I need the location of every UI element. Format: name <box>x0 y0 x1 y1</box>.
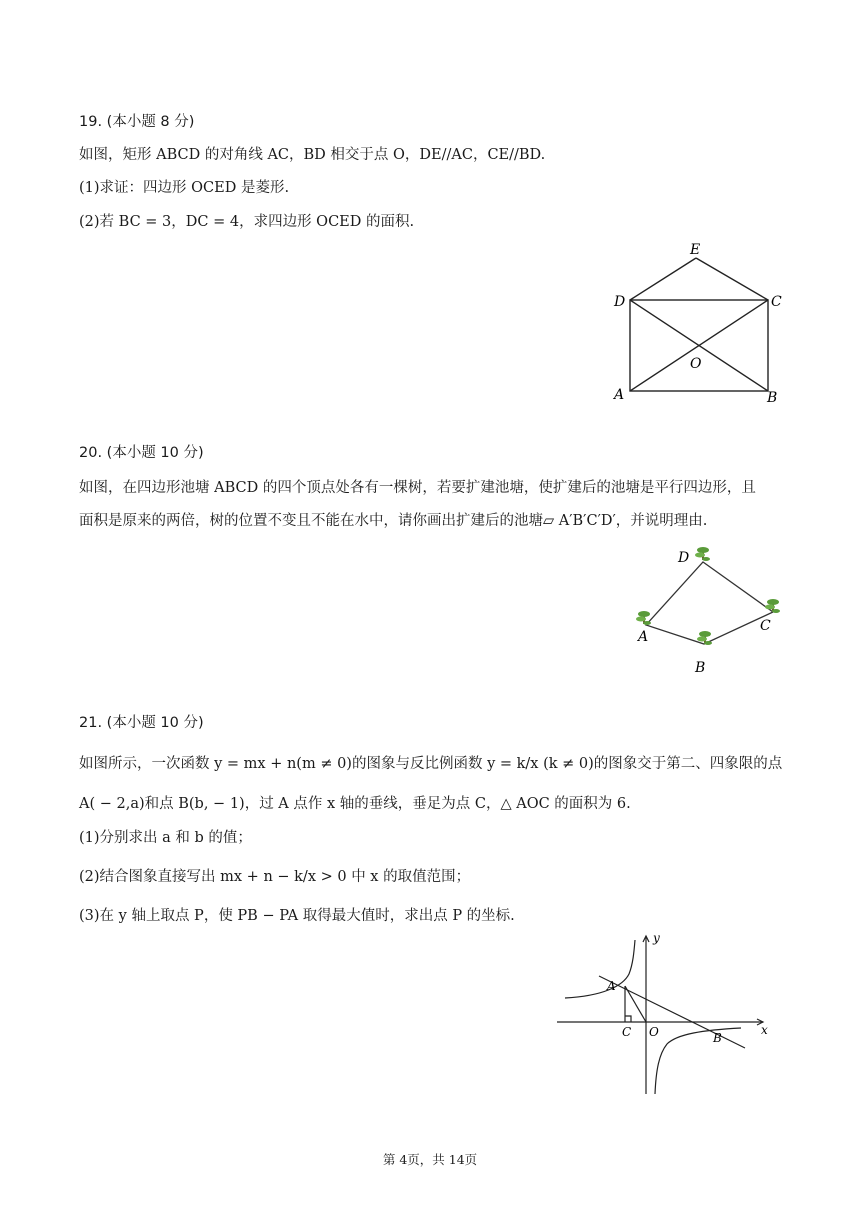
q19-part1: (1)求证：四边形 OCED 是菱形. <box>79 180 290 196</box>
q19-header: 19. (本小题 8 分) <box>79 114 195 130</box>
label-x: x <box>761 1023 768 1037</box>
q20-line1: 如图，在四边形池塘 ABCD 的四个顶点处各有一棵树，若要扩建池塘，使扩建后的池塘是平行四边形，且 <box>79 480 756 496</box>
label-C: C <box>771 294 782 310</box>
q21-figure <box>553 930 783 1098</box>
q21-line1: 如图所示，一次函数 y = mx + n(m ≠ 0)的图象与反比例函数 y = k/x (k ≠ 0)的图象交于第二、四象限的点 <box>79 756 783 772</box>
label-B: B <box>695 660 706 676</box>
q21-part2: (2)结合图象直接写出 mx + n − k/x > 0 中 x 的取值范围； <box>79 869 471 885</box>
q21-header: 21. (本小题 10 分) <box>79 715 204 731</box>
label-y: y <box>653 931 660 945</box>
q21-line2: A( − 2,a)和点 B(b, − 1)，过 A 点作 x 轴的垂线，垂足为点 C，△ AOC 的面积为 6. <box>79 796 631 812</box>
q19-stem: 如图，矩形 ABCD 的对角线 AC，BD 相交于点 O，DE//AC，CE//BD. <box>79 147 546 163</box>
q19-part2: (2)若 BC = 3，DC = 4，求四边形 OCED 的面积. <box>79 214 415 230</box>
label-C: C <box>622 1025 632 1039</box>
tree-icon <box>765 599 780 613</box>
label-D: D <box>678 550 690 566</box>
q19-figure <box>600 236 800 408</box>
label-A: A <box>607 979 616 993</box>
q21-part1: (1)分别求出 a 和 b 的值； <box>79 830 252 846</box>
label-A: A <box>638 629 649 645</box>
label-E: E <box>690 242 701 258</box>
label-O: O <box>690 356 702 372</box>
label-B: B <box>713 1031 722 1045</box>
label-B: B <box>767 390 778 406</box>
q20-header: 20. (本小题 10 分) <box>79 445 204 461</box>
tree-icon <box>636 611 651 625</box>
q21-part3: (3)在 y 轴上取点 P，使 PB − PA 取得最大值时，求出点 P 的坐标. <box>79 908 515 924</box>
q20-figure <box>628 540 788 680</box>
q20-line2: 面积是原来的两倍，树的位置不变且不能在水中，请你画出扩建后的池塘▱ A′B′C′D′，并说明理由. <box>79 513 708 529</box>
label-C: C <box>760 618 771 634</box>
page-footer: 第 4页，共 14页 <box>382 1152 478 1167</box>
label-D: D <box>614 294 626 310</box>
label-O: O <box>649 1025 659 1039</box>
label-A: A <box>614 387 625 403</box>
tree-icon <box>695 547 710 561</box>
